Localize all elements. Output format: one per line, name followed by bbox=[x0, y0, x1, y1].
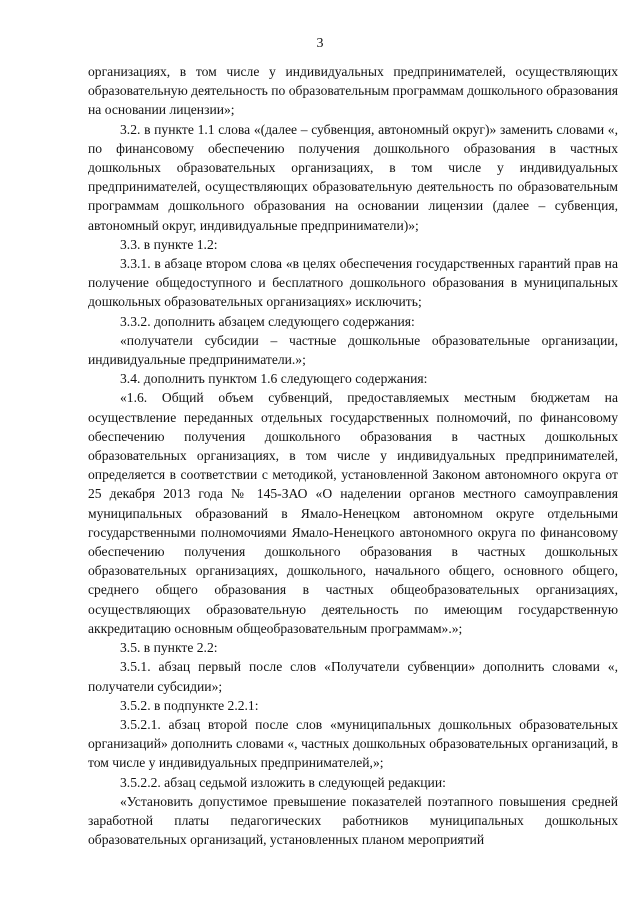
paragraph: 3.5. в пункте 2.2: bbox=[120, 640, 218, 656]
paragraph: 3.3.1. в абзаце втором слова «в целях обеспечения государственных гарантий прав на получение общедоступного и бесплатного дошкольного образования в муниципальных дошкольных образовательных организациях» исключить; bbox=[88, 256, 618, 310]
paragraph: «получатели субсидии – частные дошкольные образовательные организации, индивидуальные предприниматели.»; bbox=[88, 332, 618, 368]
paragraph: «Установить допустимое превышение показателей поэтапного повышения средней заработной платы педагогических работников муниципальных дошкольных образовательных организаций, установленных планом мероприятий bbox=[88, 793, 618, 848]
paragraph: 3.5.1. абзац первый после слов «Получатели субвенции» дополнить словами «, получатели субсидии»; bbox=[88, 659, 618, 694]
paragraph: 3.5.2.2. абзац седьмой изложить в следующей редакции: bbox=[120, 774, 446, 790]
page-number: 3 bbox=[316, 36, 324, 51]
paragraph: организациях, в том числе у индивидуальных предпринимателей, осуществляющих образовательную деятельность по образовательным программам дошкольного образования на основании лицензии»; bbox=[88, 64, 618, 118]
document-body bbox=[88, 62, 618, 849]
paragraph: 3.4. дополнить пунктом 1.6 следующего содержания: bbox=[120, 371, 428, 387]
paragraph: «1.6. Общий объем субвенций, предоставляемых местным бюджетам на осуществление переданных отдельных государственных полномочий, по финансовому обеспечению получения дошкольного образования в частных дошкольных образовательных организациях, в том числе у индивидуальных предпринимателей, определяется в соответствии с методикой, установленной Законом автономного округа от 25 декабря 2013 года № 145-ЗАО «О наделении органов местного самоуправления муниципальных образований в Ямало-Ненецком автономном округе отдельными государственными полномочиями Ямало-Ненецкого автономного округа по финансовому обеспечению получения дошкольного образования в частных дошкольных образовательных организациях, дошкольного, начального общего, основного общего, среднего общего образования в частных общеобразовательных организациях, осуществляющих образовательную деятельность по имеющим государственную аккредитацию основным общеобразовательным программам».»; bbox=[88, 390, 618, 636]
paragraph: 3.5.2. в подпункте 2.2.1: bbox=[120, 697, 259, 713]
paragraph: 3.3. в пункте 1.2: bbox=[120, 236, 218, 252]
paragraph: 3.3.2. дополнить абзацем следующего содержания: bbox=[120, 313, 415, 329]
paragraph: 3.2. в пункте 1.1 слова «(далее – субвенция, автономный округ)» заменить словами «, по финансовому обеспечению получения дошкольного образования в частных дошкольных образовательных организациях, в том числе у индивидуальных предпринимателей, осуществляющих образовательную деятельность по образовательным программам дошкольного образования на основании лицензии (далее – субвенция, автономный округ, индивидуальные предприниматели)»; bbox=[88, 121, 618, 233]
paragraph: 3.5.2.1. абзац второй после слов «муниципальных дошкольных образовательных организаций» дополнить словами «, частных дошкольных образовательных организаций, в том числе у индивидуальных предпринимателей,»; bbox=[88, 716, 618, 771]
